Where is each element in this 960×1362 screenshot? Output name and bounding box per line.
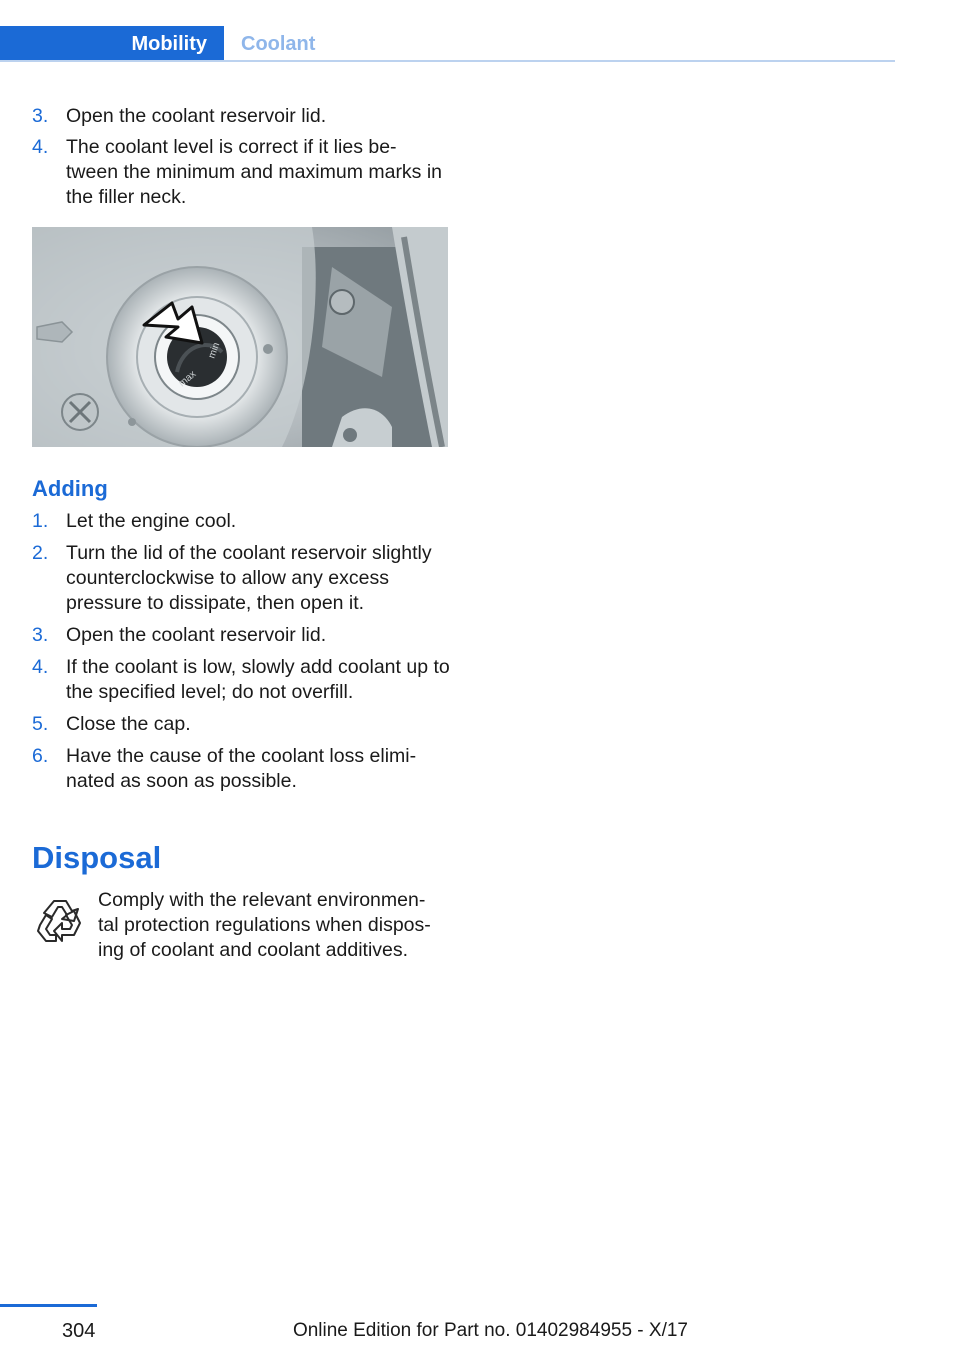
step-number: 4. [32,136,49,158]
step-text: The coolant level is correct if it lies be‐ tween the minimum and maximum marks in the filler neck. [66,136,443,208]
list-item [32,655,452,705]
adding-steps-list [32,509,452,801]
step-text: Turn the lid of the coolant reservoir slightly counterclockwise to allow any excess pressure to dissipate, then open it. [66,542,432,614]
step-number: 2. [32,542,49,564]
max-mark: max [176,368,199,390]
tab-mobility[interactable] [0,26,224,62]
step-text: If the coolant is low, slowly add coolant up to the specified level; do not overfill. [66,656,450,703]
list-item [32,135,452,210]
page-number: 304 [62,1320,96,1342]
step-text: Open the coolant reservoir lid. [66,105,327,127]
list-item [32,509,452,534]
list-item [32,744,452,794]
adding-heading: Adding [32,476,108,501]
tab-mobility-label: Mobility [131,32,207,55]
edition-note: Online Edition for Part no. 01402984955 - X/17 [292,1320,688,1341]
step-text: Close the cap. [66,713,191,735]
coolant-reservoir-illustration [32,227,448,447]
list-item [32,623,452,648]
list-item [32,104,452,129]
header-divider [0,60,895,62]
list-item [32,541,452,616]
recycle-icon [34,895,86,947]
step-number: 4. [32,656,49,678]
min-mark: min [206,341,223,361]
step-text: Open the coolant reservoir lid. [66,624,327,646]
step-number: 6. [32,745,49,767]
list-item [32,712,452,737]
step-text: Have the cause of the coolant loss elimi‐ nated as soon as possible. [66,745,417,792]
disposal-heading: Disposal [32,840,162,875]
tab-coolant-label: Coolant [241,32,316,55]
disposal-text: Comply with the relevant environmen‐ tal protection regulations when dispos‐ ing of coolant and coolant additives. [98,889,431,961]
tab-coolant[interactable] [241,26,315,62]
step-text: Let the engine cool. [66,510,237,532]
step-number: 3. [32,624,49,646]
step-number: 3. [32,105,49,127]
checking-steps-list [32,104,452,216]
footer-divider [0,1304,97,1307]
page-header [0,26,895,62]
step-number: 1. [32,510,49,532]
step-number: 5. [32,713,49,735]
